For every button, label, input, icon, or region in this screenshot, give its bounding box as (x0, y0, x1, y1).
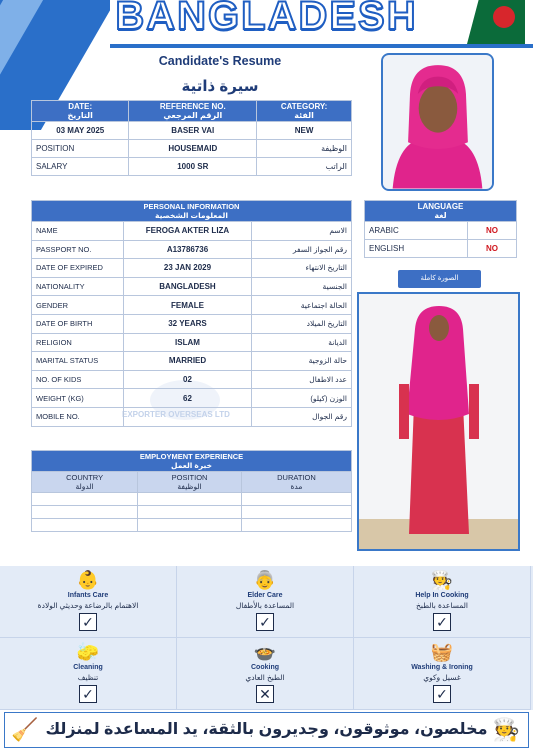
language-table (364, 200, 517, 258)
elder-icon: 👵 (253, 570, 277, 590)
personal-info-header: PERSONAL INFORMATION المعلومات الشخصية (32, 201, 352, 222)
personal-field-value: MARRIED (124, 352, 252, 371)
personal-field-value: FEROGA AKTER LIZA (124, 222, 252, 241)
personal-field-label: MARITAL STATUS (32, 352, 124, 371)
skills-panel (0, 566, 533, 710)
skill-checkbox[interactable]: ✓ (433, 613, 451, 631)
employment-col-duration: DURATION مدة (241, 472, 351, 493)
resume-subtitle: Candidate's Resume (158, 54, 282, 68)
date-value: 03 MAY 2025 (32, 122, 129, 140)
personal-field-label: MOBILE NO. (32, 407, 124, 426)
personal-info-row (32, 277, 352, 296)
chef-icon: 🧑‍🍳 (430, 570, 454, 590)
helper-person-icon: 🧹 (11, 717, 39, 742)
reference-table (31, 100, 352, 176)
employment-header: EMPLOYMENT EXPERIENCE خبرة العمل (32, 451, 352, 472)
employment-cell (32, 506, 138, 519)
footer-slogan (4, 712, 529, 748)
personal-field-label: DATE OF EXPIRED (32, 259, 124, 278)
skill-item (177, 566, 354, 638)
personal-field-value: FEMALE (124, 296, 252, 315)
employment-cell (241, 519, 351, 532)
personal-field-label-ar: رقم الجوال (252, 407, 352, 426)
personal-field-label-ar: الاسم (252, 222, 352, 241)
employment-cell (138, 493, 242, 506)
personal-field-value: 32 YEARS (124, 314, 252, 333)
personal-info-row (32, 296, 352, 315)
footer-slogan-text: مخلصون، موثوقون، وجديرون بالثقة، يد المساعدة لمنزلك (45, 721, 488, 738)
salary-value: 1000 SR (129, 158, 257, 176)
skill-name: Elder Care (247, 592, 283, 599)
cooking-pot-icon: 🍲 (253, 642, 277, 662)
personal-field-label-ar: الجنسية (252, 277, 352, 296)
employment-col-country: COUNTRY الدولة (32, 472, 138, 493)
language-name: ARABIC (365, 222, 468, 240)
personal-field-label: GENDER (32, 296, 124, 315)
personal-field-label: PASSPORT NO. (32, 240, 124, 259)
skill-item (354, 566, 531, 638)
personal-info-row (32, 240, 352, 259)
reference-value: BASER VAI (129, 122, 257, 140)
personal-info-row (32, 407, 352, 426)
personal-info-row (32, 352, 352, 371)
skill-checkbox[interactable]: ✕ (256, 685, 274, 703)
position-value: HOUSEMAID (129, 140, 257, 158)
personal-field-label: NAME (32, 222, 124, 241)
reference-header: REFERENCE NO. الرقم المرجعي (129, 101, 257, 122)
skill-item (354, 638, 531, 710)
skill-name-ar: غسيل وكوي (423, 673, 461, 682)
personal-field-value: 62 (124, 389, 252, 408)
salary-label: SALARY (32, 158, 129, 176)
personal-field-label-ar: التاريخ الانتهاء (252, 259, 352, 278)
personal-field-label: RELIGION (32, 333, 124, 352)
skill-name: Washing & Ironing (411, 664, 473, 671)
employment-cell (32, 493, 138, 506)
washing-machine-icon: 🧺 (430, 642, 454, 662)
position-label: POSITION (32, 140, 129, 158)
skill-name: Infants Care (67, 592, 109, 599)
skill-name: Help In Cooking (415, 592, 469, 599)
personal-info-row (32, 314, 352, 333)
language-level: NO (467, 222, 516, 240)
personal-field-label-ar: عدد الاطفال (252, 370, 352, 389)
employment-cell (32, 519, 138, 532)
cleaning-icon: 🧽 (76, 642, 100, 662)
personal-info-row (32, 333, 352, 352)
personal-info-row (32, 389, 352, 408)
personal-field-value: 23 JAN 2029 (124, 259, 252, 278)
language-header: LANGUAGE لغة (365, 201, 517, 222)
personal-info-row (32, 370, 352, 389)
personal-field-value: A13786736 (124, 240, 252, 259)
skill-item (177, 638, 354, 710)
worker-person-icon: 🧑‍🍳 (492, 717, 520, 742)
personal-field-value (124, 407, 252, 426)
baby-icon: 👶 (76, 570, 100, 590)
skill-item (0, 566, 177, 638)
candidate-portrait (381, 53, 494, 191)
personal-field-label-ar: الديانة (252, 333, 352, 352)
language-name: ENGLISH (365, 240, 468, 258)
resume-arabic-title: سيرة ذاتية (181, 78, 259, 95)
employment-cell (241, 493, 351, 506)
skill-checkbox[interactable]: ✓ (79, 685, 97, 703)
skill-name-ar: المساعدة بالطبخ (415, 601, 469, 610)
personal-field-label: WEIGHT (KG) (32, 389, 124, 408)
full-photo-label: الصورة كاملة (398, 270, 481, 288)
header-bar (110, 44, 533, 48)
skill-name-ar: تنظيف (77, 673, 99, 682)
personal-field-label: NATIONALITY (32, 277, 124, 296)
skill-name: Cooking (251, 664, 279, 671)
personal-field-label-ar: الوزن (كيلو) (252, 389, 352, 408)
personal-field-label-ar: الحالة اجتماعية (252, 296, 352, 315)
employment-cell (138, 519, 242, 532)
skill-checkbox[interactable]: ✓ (79, 613, 97, 631)
personal-field-label-ar: رقم الجواز السفر (252, 240, 352, 259)
employment-cell (138, 506, 242, 519)
personal-info-row (32, 259, 352, 278)
personal-field-value: 02 (124, 370, 252, 389)
candidate-full-photo (357, 292, 520, 551)
watermark-text: EXPORTER OVERSEAS LTD (122, 410, 230, 419)
employment-table (31, 450, 352, 532)
personal-field-label: DATE OF BIRTH (32, 314, 124, 333)
skill-name-ar: الاهتمام بالرضاعة وحديثي الولادة (37, 601, 139, 610)
personal-field-label: NO. OF KIDS (32, 370, 124, 389)
personal-field-value: ISLAM (124, 333, 252, 352)
skill-item (0, 638, 177, 710)
language-level: NO (467, 240, 516, 258)
skill-checkbox[interactable]: ✓ (433, 685, 451, 703)
category-header: CATEGORY: الفئة (257, 101, 352, 122)
salary-label-ar: الراتب (257, 158, 352, 176)
skill-name-ar: المساعدة بالأطفال (235, 601, 295, 610)
personal-field-label-ar: حالة الزوجية (252, 352, 352, 371)
skill-name-ar: الطبخ العادي (245, 673, 285, 682)
employment-cell (241, 506, 351, 519)
personal-info-row (32, 222, 352, 241)
date-header: DATE: التاريخ (32, 101, 129, 122)
employment-col-position: POSITION الوظيفة (138, 472, 242, 493)
personal-info-table (31, 200, 352, 427)
country-title: BANGLADESH (115, 0, 418, 38)
category-value: NEW (257, 122, 352, 140)
skill-name: Cleaning (73, 664, 103, 671)
position-label-ar: الوظيفة (257, 140, 352, 158)
personal-field-label-ar: التاريخ الميلاد (252, 314, 352, 333)
skill-checkbox[interactable]: ✓ (256, 613, 274, 631)
personal-field-value: BANGLADESH (124, 277, 252, 296)
